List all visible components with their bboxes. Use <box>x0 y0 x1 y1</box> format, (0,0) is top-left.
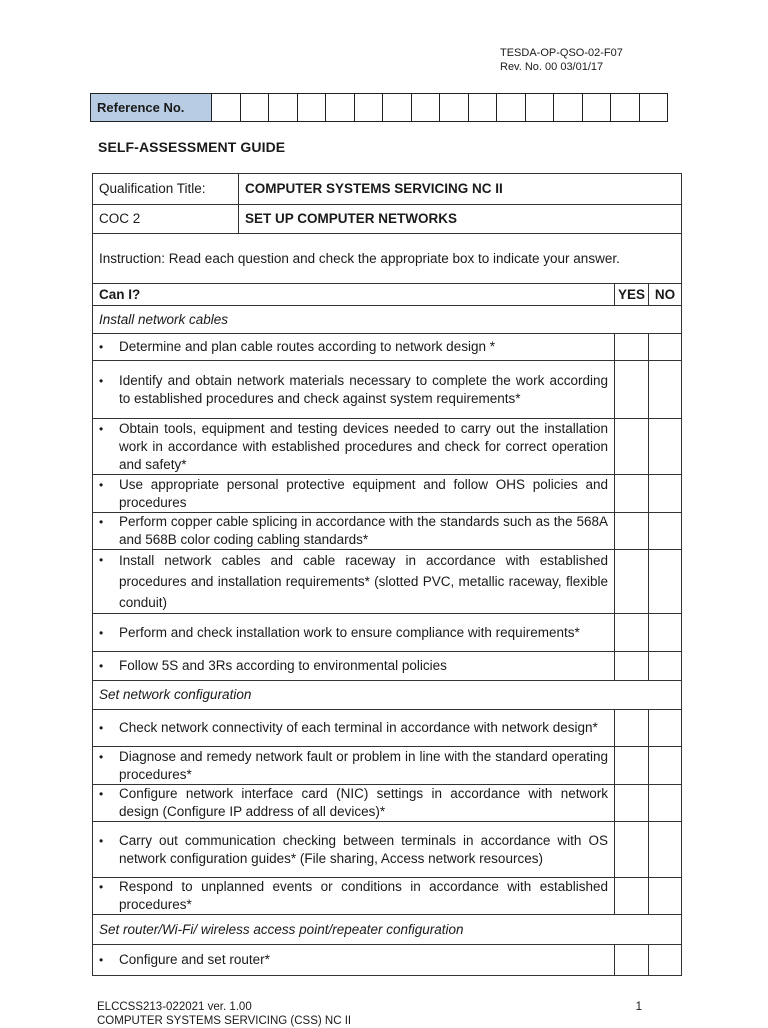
revision-number: Rev. No. 00 03/01/17 <box>500 61 604 73</box>
table-row <box>93 945 682 976</box>
no-header: NO <box>649 284 682 306</box>
table-row <box>93 334 682 361</box>
competency-item: Use appropriate personal protective equipment and follow OHS policies and procedures <box>119 476 608 510</box>
reference-box[interactable] <box>383 94 412 122</box>
no-checkbox[interactable] <box>649 550 682 614</box>
bullet-icon: • <box>99 553 104 567</box>
no-checkbox[interactable] <box>649 785 682 822</box>
competency-item: Configure network interface card (NIC) settings in accordance with network design (Configure IP address of all devices)* <box>119 786 608 819</box>
no-checkbox[interactable] <box>649 475 682 513</box>
table-header-row <box>93 284 682 306</box>
table-row <box>93 419 682 475</box>
reference-box[interactable] <box>468 94 497 122</box>
competency-item: Follow 5S and 3Rs according to environmental policies <box>119 658 447 673</box>
reference-box[interactable] <box>582 94 611 122</box>
section-title: Set router/Wi-Fi/ wireless access point/repeater configuration <box>93 915 682 945</box>
coc-label: COC 2 <box>93 205 239 234</box>
table-row <box>93 710 682 747</box>
bullet-icon: • <box>99 373 104 388</box>
document-title: SELF-ASSESSMENT GUIDE <box>98 139 286 155</box>
reference-box[interactable] <box>611 94 640 122</box>
reference-number-table <box>90 93 668 122</box>
coc-row <box>93 205 682 234</box>
yes-checkbox[interactable] <box>615 747 649 785</box>
section-header-row <box>93 681 682 710</box>
reference-box[interactable] <box>240 94 269 122</box>
section-header-row <box>93 915 682 945</box>
table-row <box>93 822 682 878</box>
yes-checkbox[interactable] <box>615 614 649 652</box>
reference-box[interactable] <box>297 94 326 122</box>
no-checkbox[interactable] <box>649 361 682 419</box>
yes-checkbox[interactable] <box>615 419 649 475</box>
reference-box[interactable] <box>269 94 298 122</box>
no-checkbox[interactable] <box>649 945 682 976</box>
bullet-icon: • <box>99 749 104 764</box>
section-header-row <box>93 306 682 334</box>
table-row <box>93 614 682 652</box>
section-title: Set network configuration <box>93 681 682 710</box>
reference-box[interactable] <box>639 94 668 122</box>
reference-box[interactable] <box>554 94 583 122</box>
bullet-icon: • <box>99 833 104 848</box>
yes-checkbox[interactable] <box>615 475 649 513</box>
yes-checkbox[interactable] <box>615 652 649 681</box>
no-checkbox[interactable] <box>649 710 682 747</box>
page-number: 1 <box>635 1001 642 1013</box>
qualification-value: COMPUTER SYSTEMS SERVICING NC II <box>239 174 682 205</box>
no-checkbox[interactable] <box>649 614 682 652</box>
bullet-icon: • <box>99 340 104 354</box>
bullet-icon: • <box>99 721 104 735</box>
reference-box[interactable] <box>411 94 440 122</box>
competency-item: Respond to unplanned events or conditions in accordance with established procedures* <box>119 879 608 912</box>
qualification-row <box>93 174 682 205</box>
yes-header: YES <box>615 284 649 306</box>
bullet-icon: • <box>99 625 104 640</box>
competency-item: Carry out communication checking between terminals in accordance with OS network configuration guides* (File sharing, Access network resources) <box>119 832 608 866</box>
yes-checkbox[interactable] <box>615 878 649 915</box>
reference-box[interactable] <box>326 94 355 122</box>
yes-checkbox[interactable] <box>615 710 649 747</box>
instruction-row <box>93 234 682 284</box>
yes-checkbox[interactable] <box>615 550 649 614</box>
self-assessment-table <box>92 173 682 976</box>
bullet-icon: • <box>99 659 104 673</box>
reference-box[interactable] <box>440 94 469 122</box>
reference-box[interactable] <box>212 94 241 122</box>
competency-item: Perform copper cable splicing in accordance with the standards such as the 568A and 568B color coding cabling standards* <box>119 514 608 547</box>
table-row <box>93 747 682 785</box>
bullet-icon: • <box>99 787 104 801</box>
competency-item: Configure and set router* <box>119 952 270 967</box>
no-checkbox[interactable] <box>649 878 682 915</box>
yes-checkbox[interactable] <box>615 334 649 361</box>
form-code: TESDA-OP-QSO-02-F07 <box>500 47 623 59</box>
competency-item: Install network cables and cable raceway in accordance with established procedures and installation requirements* (slotted PVC, metallic raceway, flexible conduit) <box>119 553 608 610</box>
table-row <box>93 550 682 614</box>
table-row <box>93 652 682 681</box>
coc-value: SET UP COMPUTER NETWORKS <box>239 205 682 234</box>
footer-qualification: COMPUTER SYSTEMS SERVICING (CSS) NC II <box>97 1015 352 1027</box>
no-checkbox[interactable] <box>649 747 682 785</box>
yes-checkbox[interactable] <box>615 785 649 822</box>
reference-label: Reference No. <box>91 94 212 122</box>
competency-item: Check network connectivity of each terminal in accordance with network design* <box>119 720 598 735</box>
competency-item: Identify and obtain network materials necessary to complete the work according to established procedures and check against system requirements* <box>119 372 608 406</box>
no-checkbox[interactable] <box>649 334 682 361</box>
qualification-label: Qualification Title: <box>93 174 239 205</box>
document-code-block <box>500 46 623 74</box>
bullet-icon: • <box>99 421 104 436</box>
yes-checkbox[interactable] <box>615 945 649 976</box>
table-row <box>93 475 682 513</box>
competency-item: Obtain tools, equipment and testing devices needed to carry out the installation work in accordance with established procedures and check for correct operation and safety* <box>119 420 608 472</box>
no-checkbox[interactable] <box>649 513 682 550</box>
section-title: Install network cables <box>93 306 682 334</box>
footer-doc-id: ELCCSS213-022021 ver. 1.00 <box>97 1001 252 1013</box>
can-i-header: Can I? <box>93 284 615 306</box>
table-row <box>93 878 682 915</box>
bullet-icon: • <box>99 515 104 529</box>
bullet-icon: • <box>99 477 104 492</box>
reference-box[interactable] <box>525 94 554 122</box>
competency-item: Determine and plan cable routes according to network design * <box>119 339 495 354</box>
table-row <box>93 361 682 419</box>
competency-item: Perform and check installation work to ensure compliance with requirements* <box>119 624 580 640</box>
instruction-text: Instruction: Read each question and check the appropriate box to indicate your answer. <box>93 234 682 284</box>
yes-checkbox[interactable] <box>615 361 649 419</box>
yes-checkbox[interactable] <box>615 513 649 550</box>
yes-checkbox[interactable] <box>615 822 649 878</box>
bullet-icon: • <box>99 880 104 894</box>
table-row <box>93 785 682 822</box>
no-checkbox[interactable] <box>649 822 682 878</box>
competency-item: Diagnose and remedy network fault or problem in line with the standard operating procedures* <box>119 748 608 782</box>
no-checkbox[interactable] <box>649 419 682 475</box>
reference-box[interactable] <box>354 94 383 122</box>
bullet-icon: • <box>99 953 104 967</box>
table-row <box>93 513 682 550</box>
reference-box[interactable] <box>497 94 526 122</box>
no-checkbox[interactable] <box>649 652 682 681</box>
